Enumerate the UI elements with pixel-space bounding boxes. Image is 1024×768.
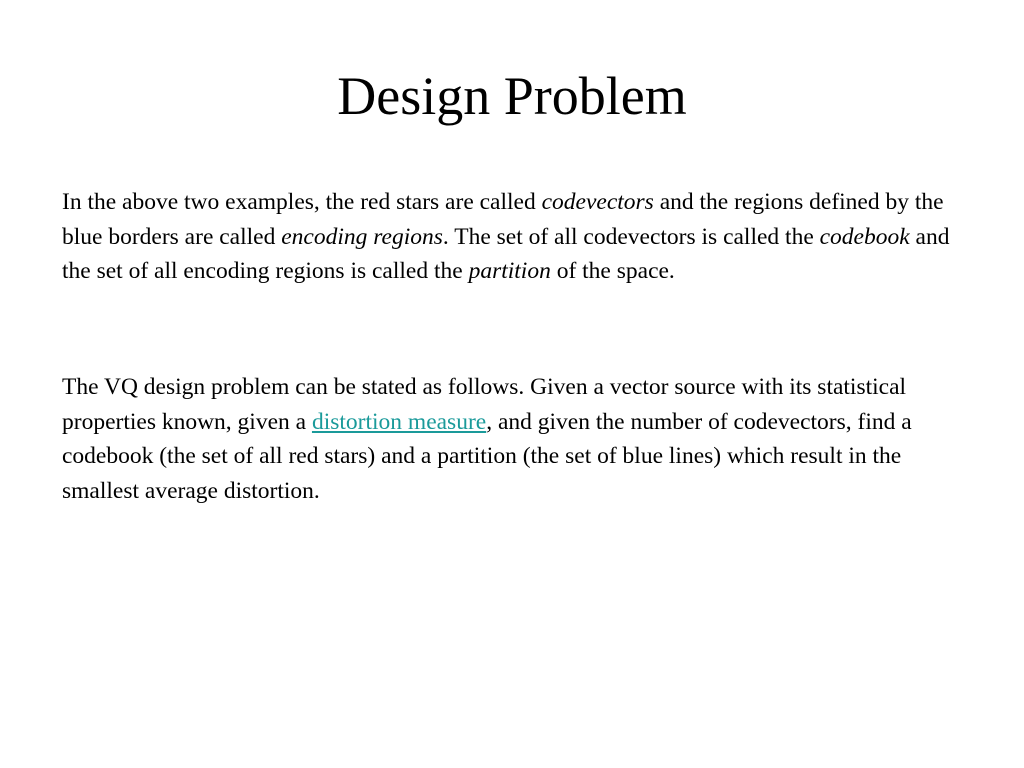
term-codebook: codebook [819,223,910,250]
paragraph-text: In the above two examples, the red stars are called [62,189,542,215]
paragraph-text: of the space. [550,258,675,284]
distortion-measure-link[interactable]: distortion measure [311,408,487,435]
paragraph-text: The VQ design problem can be stated as follows. Given a vector source with its statistical properties known, given a [62,374,907,435]
slide-title: Design Problem [337,66,687,126]
term-partition: partition [468,258,551,284]
term-encoding-regions: encoding regions [281,223,443,250]
paragraph-text: and the set of all encoding regions is called the [62,223,950,284]
paragraph-text: . The set of all codevectors is called the [442,223,820,250]
paragraph-design-problem [62,370,962,508]
term-codevectors: codevectors [541,189,654,215]
paragraph-text: , and given the number of codevectors, find a codebook (the set of all red stars) and a partition (the set of blue lines) which result in the smallest average distortion. [62,408,912,504]
paragraph-definitions [62,185,962,289]
paragraph-text: and the regions defined by the blue borders are called [62,189,944,250]
